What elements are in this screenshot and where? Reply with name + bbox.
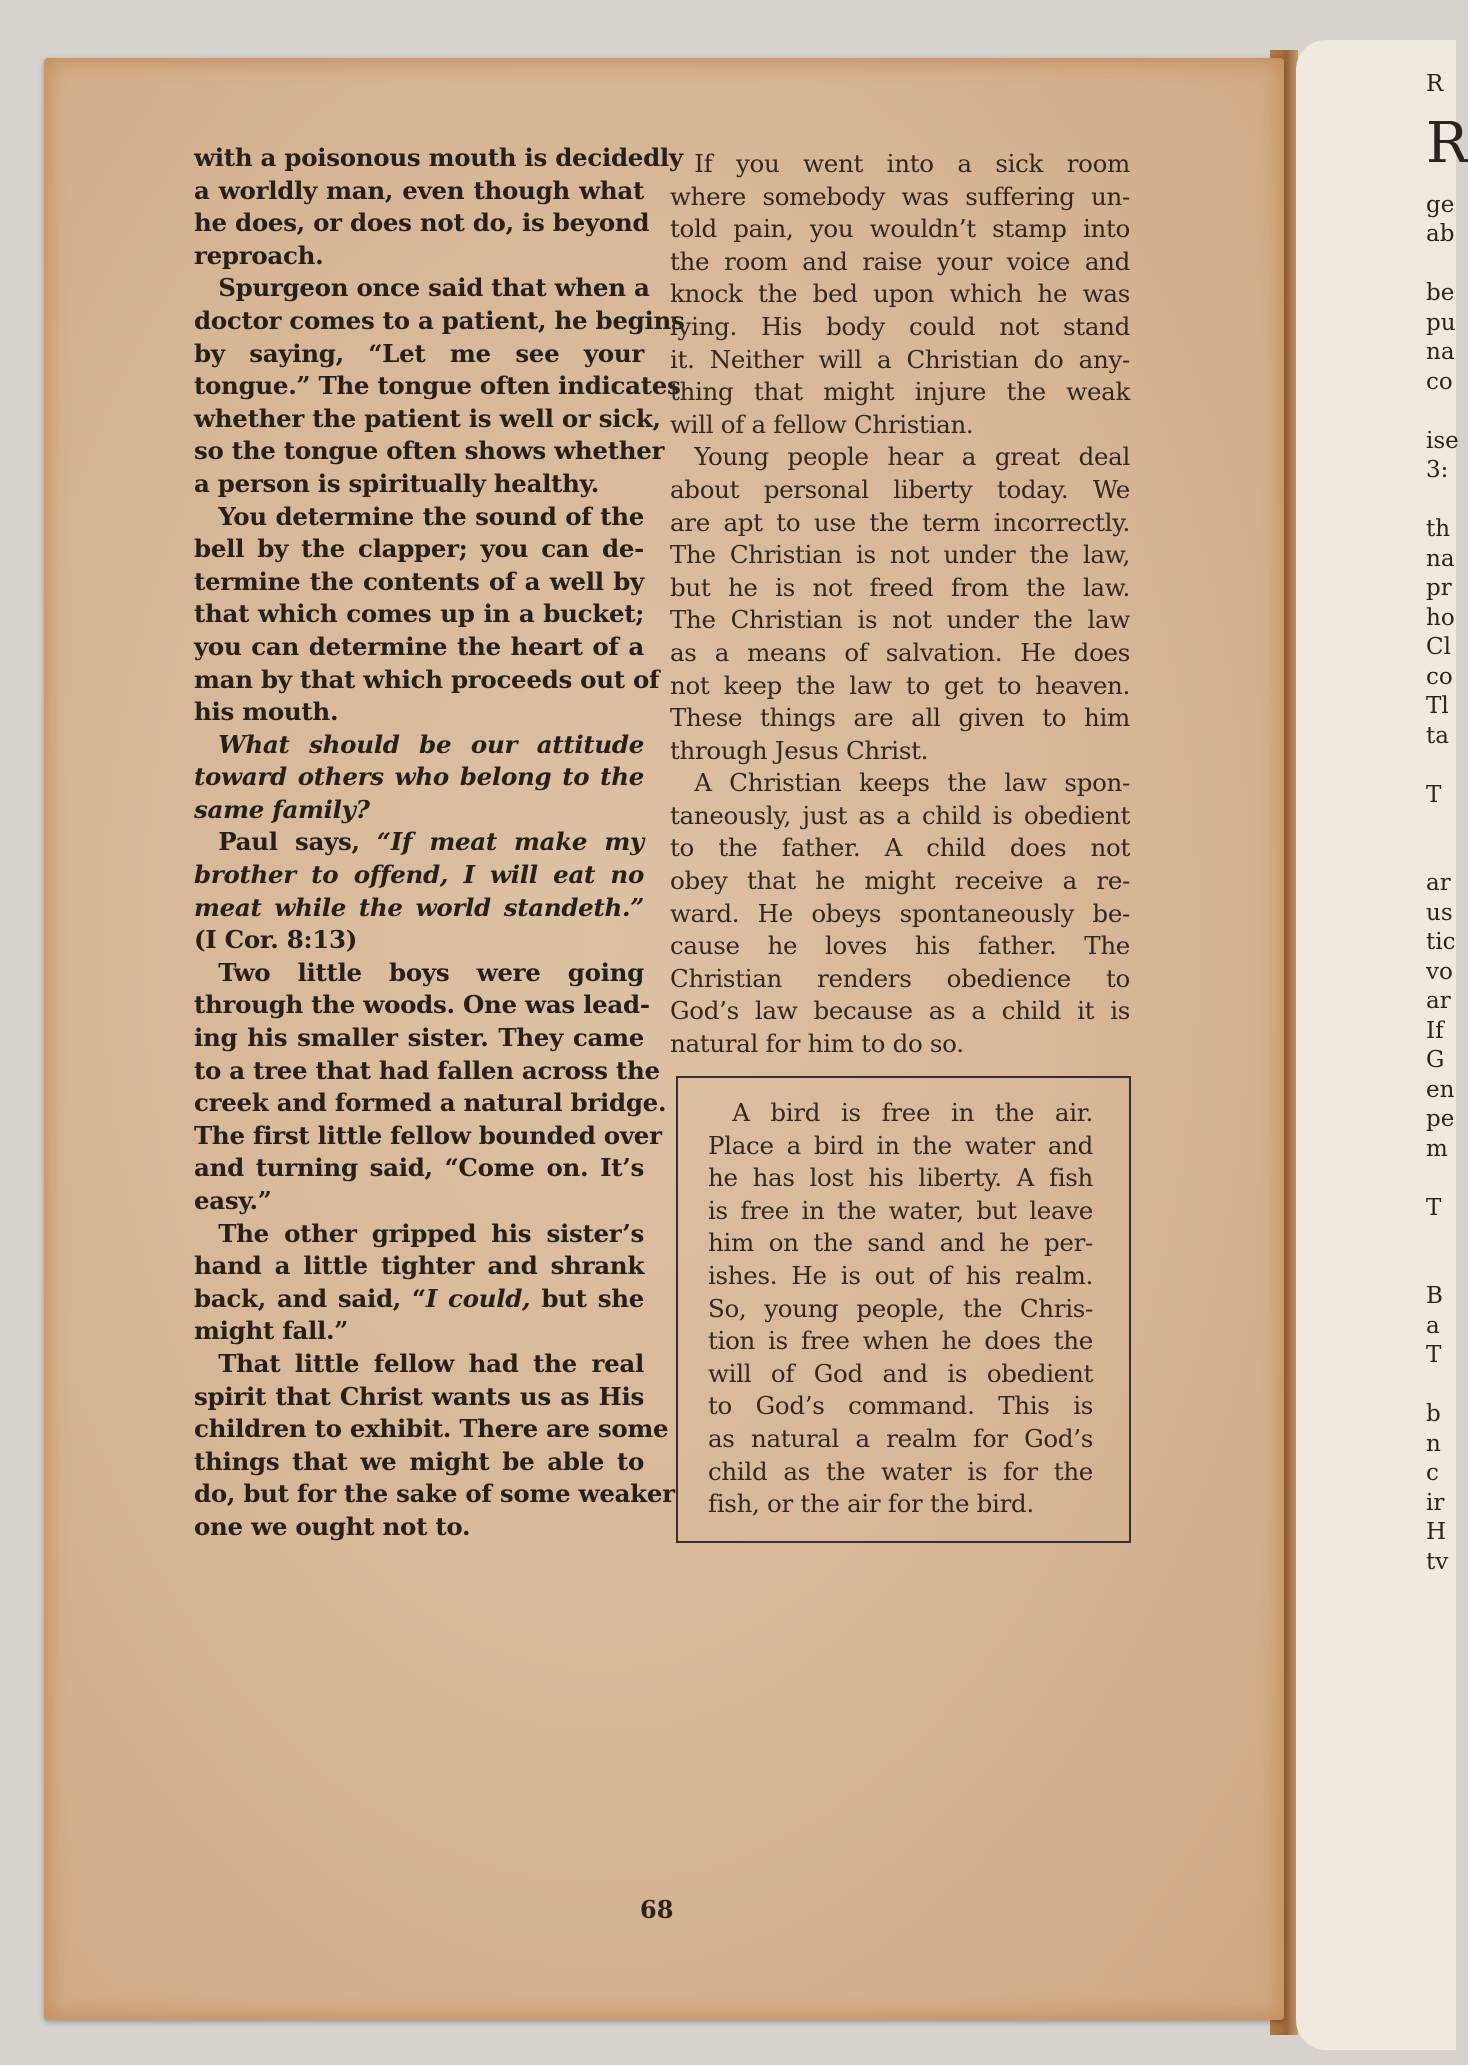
text-line: tion is free when he does the — [708, 1326, 1093, 1356]
text-line: If you went into a sick room — [670, 149, 1130, 178]
text-line — [194, 794, 644, 827]
text-line: through the woods. One was lead- — [194, 990, 650, 1020]
text-line: might fall.” — [194, 1316, 349, 1346]
text-line: a worldly man, even though what — [194, 175, 644, 205]
right-page-fragment: b — [1426, 1401, 1441, 1427]
italic-text: toward others who belong to the — [194, 762, 644, 792]
right-page-fragment: 3: — [1426, 457, 1449, 483]
text-line: creek and formed a natural bridge. — [194, 1088, 667, 1118]
boxed-sidebar-text — [708, 1097, 1093, 1521]
right-page-fragment — [1426, 1371, 1468, 1401]
right-page-fragment: co — [1426, 368, 1453, 395]
text-line: God’s law because as a child it is — [670, 996, 1130, 1026]
text-line: Christian renders obedience to — [670, 963, 1130, 993]
text-line: so the tongue often shows whether — [194, 436, 665, 466]
text-line — [194, 729, 644, 762]
right-page-fragment — [1426, 397, 1468, 427]
text-line: to a tree that had fallen across the — [194, 1055, 660, 1085]
text-span: back, and said, “ — [194, 1283, 426, 1313]
right-page-fragment: na — [1426, 545, 1455, 572]
text-line: about personal liberty today. We — [670, 474, 1130, 504]
left-column-text — [194, 142, 685, 1544]
text-line: where somebody was suffering un- — [670, 181, 1130, 211]
text-line: natural for him to do so. — [670, 1029, 964, 1059]
text-line: So, young people, the Chris- — [708, 1293, 1093, 1323]
text-line: reproach. — [194, 240, 324, 270]
italic-text: brother to offend, I will eat no — [194, 860, 644, 890]
text-line: cause he loves his father. The — [670, 931, 1130, 961]
text-line: A bird is free in the air. — [708, 1098, 1093, 1127]
text-line: (I Cor. 8:13) — [194, 925, 358, 955]
right-page-fragment: vo — [1426, 958, 1453, 985]
text-line — [194, 826, 644, 859]
text-line — [194, 1283, 644, 1316]
right-page-fragment: m — [1426, 1135, 1448, 1162]
right-page-fragment — [1426, 250, 1468, 280]
text-line: bell by the clapper; you can de- — [194, 534, 644, 564]
text-line: The Christian is not under the law, — [670, 540, 1130, 570]
text-line: a person is spiritually healthy. — [194, 468, 600, 498]
text-line: You determine the sound of the — [194, 501, 644, 531]
text-line: the room and raise your voice and — [670, 246, 1130, 276]
right-page-fragment: tv — [1426, 1548, 1449, 1575]
text-span: Paul says, — [194, 827, 377, 857]
right-page-fragment: ar — [1426, 870, 1451, 896]
text-line: easy.” — [194, 1186, 272, 1215]
right-page-fragment: H — [1426, 1519, 1447, 1545]
text-line: thing that might injure the weak — [670, 377, 1130, 407]
text-line: not keep the law to get to heaven. — [670, 670, 1130, 700]
right-page-fragment: ho — [1426, 604, 1455, 631]
right-page-fragment: G — [1426, 1047, 1445, 1073]
text-line: Place a bird in the water and — [708, 1130, 1093, 1160]
right-page-fragment: be — [1426, 280, 1455, 306]
text-line — [194, 761, 644, 794]
right-page-fragment: n — [1426, 1430, 1441, 1457]
right-page-text-fragments — [1426, 40, 1468, 1577]
text-line: Two little boys were going — [194, 957, 644, 987]
text-line: you can determine the heart of a — [194, 631, 644, 661]
text-line: knock the bed upon which he was — [670, 279, 1130, 309]
text-line: but he is not freed from the law. — [670, 572, 1130, 602]
right-page-fragment: B — [1426, 1283, 1443, 1309]
right-page-fragment: ge — [1426, 191, 1455, 218]
text-line: things that we might be able to — [194, 1446, 644, 1476]
text-line — [194, 892, 644, 925]
text-line: obey that he might receive a re- — [670, 866, 1130, 896]
right-page-fragment: co — [1426, 663, 1453, 690]
text-line: spirit that Christ wants us as His — [194, 1381, 644, 1411]
text-line: he has lost his liberty. A fish — [708, 1163, 1093, 1193]
right-page-fragment: ab — [1426, 221, 1455, 247]
text-line: will of God and is obedient — [708, 1358, 1093, 1388]
text-line: with a poisonous mouth is decidedly — [194, 143, 683, 172]
right-page-fragment: ise — [1426, 427, 1459, 454]
right-page-fragment: tic — [1426, 929, 1456, 955]
text-line: whether the patient is well or sick, — [194, 403, 661, 433]
text-line: ing his smaller sister. They came — [194, 1023, 644, 1053]
italic-text: I could, — [425, 1283, 531, 1313]
right-page-fragment: If — [1426, 1017, 1444, 1044]
right-page-fragment — [1426, 486, 1468, 516]
right-page-fragment: c — [1426, 1460, 1439, 1486]
text-line: by saying, “Let me see your — [194, 338, 644, 368]
right-page-fragment: na — [1426, 339, 1455, 365]
right-page-fragment — [1426, 810, 1468, 840]
italic-text: same family? — [194, 794, 370, 824]
text-span: but she — [530, 1283, 644, 1313]
page-number: 68 — [640, 1895, 674, 1924]
text-line: him on the sand and he per- — [708, 1228, 1093, 1258]
text-line: That little fellow had the real — [194, 1348, 644, 1378]
text-line: do, but for the sake of some weaker — [194, 1479, 675, 1509]
italic-text: meat while the world standeth.” — [194, 892, 644, 922]
text-line: will of a fellow Christian. — [670, 409, 974, 439]
right-page-fragment: us — [1426, 899, 1453, 926]
right-page-fragment: R — [1426, 110, 1468, 176]
text-line: told pain, you wouldn’t stamp into — [670, 214, 1130, 244]
italic-text: “If meat make my — [376, 827, 644, 857]
right-page-fragment: T — [1426, 1342, 1442, 1368]
text-line: These things are all given to him — [670, 703, 1130, 733]
text-line: to God’s command. This is — [708, 1391, 1093, 1421]
text-line: tongue.” The tongue often indicates — [194, 371, 681, 401]
right-page-fragment: en — [1426, 1076, 1455, 1103]
right-page-fragment: pr — [1426, 575, 1452, 601]
text-line: A Christian keeps the law spon- — [670, 768, 1130, 798]
right-page-fragment: Cl — [1426, 634, 1451, 660]
right-page-fragment — [1426, 1253, 1468, 1283]
text-line: his mouth. — [194, 697, 339, 727]
text-line: ishes. He is out of his realm. — [708, 1260, 1093, 1290]
text-line: fish, or the air for the bird. — [708, 1489, 1034, 1519]
right-page-fragment: T — [1426, 781, 1442, 808]
text-line: through Jesus Christ. — [670, 735, 929, 765]
right-page-fragment: ir — [1426, 1489, 1445, 1516]
right-page-fragment: a — [1426, 1312, 1440, 1339]
text-line: doctor comes to a patient, he begins — [194, 305, 685, 335]
right-page-fragment — [1426, 1223, 1468, 1253]
right-page-fragment — [1426, 1164, 1468, 1194]
text-line: taneously, just as a child is obedient — [670, 800, 1130, 830]
right-page-edge — [1296, 40, 1468, 2050]
text-line: child as the water is for the — [708, 1456, 1093, 1486]
right-column-text — [670, 148, 1130, 1061]
right-page-fragment — [1426, 840, 1468, 870]
text-line: Spurgeon once said that when a — [194, 273, 650, 303]
right-page-fragment: pe — [1426, 1106, 1455, 1132]
text-line: as natural a realm for God’s — [708, 1423, 1093, 1453]
text-line: as a means of salvation. He does — [670, 637, 1130, 667]
text-line: and turning said, “Come on. It’s — [194, 1153, 644, 1183]
text-line: The other gripped his sister’s — [194, 1218, 644, 1248]
text-line: one we ought not to. — [194, 1511, 471, 1541]
text-line: ward. He obeys spontaneously be- — [670, 898, 1130, 928]
right-page-fragment: T — [1426, 1194, 1442, 1221]
text-line: are apt to use the term incorrectly. — [670, 507, 1130, 537]
right-page-fragment: pu — [1426, 309, 1456, 336]
right-page-fragment: th — [1426, 516, 1451, 542]
text-line: Young people hear a great deal — [670, 442, 1130, 472]
text-line: The Christian is not under the law — [670, 605, 1130, 635]
text-line: he does, or does not do, is beyond — [194, 208, 650, 238]
text-line: is free in the water, but leave — [708, 1195, 1093, 1225]
text-line: hand a little tighter and shrank — [194, 1251, 644, 1281]
right-page-fragment — [1426, 751, 1468, 781]
text-line: lying. His body could not stand — [670, 311, 1130, 341]
text-line: The first little fellow bounded over — [194, 1120, 662, 1150]
text-line: to the father. A child does not — [670, 833, 1130, 863]
text-line: termine the contents of a well by — [194, 566, 644, 596]
text-line: man by that which proceeds out of — [194, 664, 660, 694]
italic-text: What should be our attitude — [194, 729, 644, 759]
text-line: children to exhibit. There are some — [194, 1414, 669, 1444]
right-page-fragment: R — [1426, 70, 1444, 97]
right-page-fragment: ta — [1426, 722, 1449, 749]
text-line: that which comes up in a bucket; — [194, 599, 644, 629]
text-line: it. Neither will a Christian do any- — [670, 344, 1130, 374]
right-page-fragment — [1426, 40, 1468, 70]
right-page-fragment: Tl — [1426, 693, 1449, 719]
text-line — [194, 859, 644, 892]
right-page-fragment: ar — [1426, 988, 1451, 1014]
